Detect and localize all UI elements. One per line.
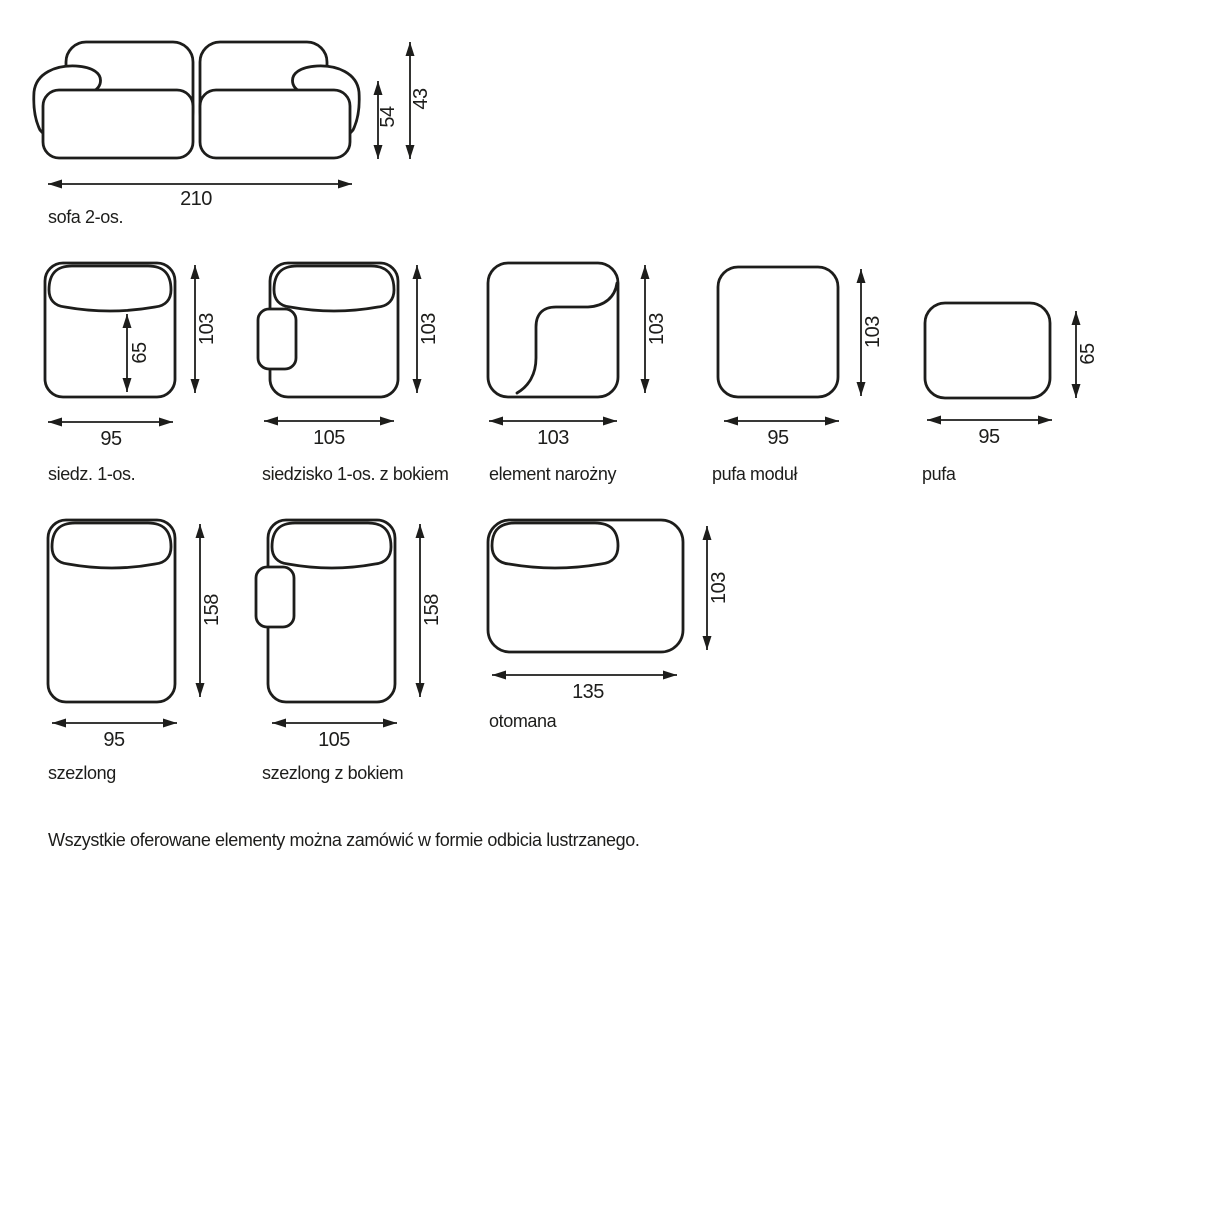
dim-width: 95 xyxy=(103,729,125,751)
dim-sofa-width: 210 xyxy=(180,188,212,210)
module-backrest xyxy=(272,523,391,568)
mirror-availability-note: Wszystkie oferowane elementy można zamówić w formie odbicia lustrzanego. xyxy=(48,830,640,850)
dim-sofa-back-height: 43 xyxy=(410,88,432,110)
dim-width: 95 xyxy=(767,427,789,449)
dim-depth: 158 xyxy=(201,594,223,626)
module-szezlong xyxy=(48,520,223,783)
sofa-seat-cushion-right xyxy=(200,90,350,158)
module-body xyxy=(925,303,1050,398)
module-pufa-modul xyxy=(712,267,884,484)
module-backrest xyxy=(492,523,618,568)
sofa-seat-cushion-left xyxy=(43,90,193,158)
module-label-sofa-2os: sofa 2-os. xyxy=(48,207,124,227)
module-label-szezlong-z-bokiem: szezlong z bokiem xyxy=(262,763,404,783)
dim-depth: 103 xyxy=(862,316,884,348)
dim-width: 95 xyxy=(100,428,122,450)
module-siedz-1os xyxy=(45,263,218,484)
module-armrest xyxy=(256,567,294,627)
module-sofa-2os xyxy=(34,42,432,227)
module-backrest xyxy=(274,266,394,311)
dim-sofa-seat-height: 54 xyxy=(377,106,399,128)
dim-depth: 103 xyxy=(646,313,668,345)
module-body xyxy=(718,267,838,397)
module-label-pufa: pufa xyxy=(922,464,956,484)
dim-seat-depth: 65 xyxy=(129,342,151,364)
dim-depth: 65 xyxy=(1077,343,1099,365)
dim-width: 105 xyxy=(318,729,350,751)
dim-width: 95 xyxy=(978,426,1000,448)
module-label-siedzisko-z-bokiem: siedzisko 1-os. z bokiem xyxy=(262,464,449,484)
module-label-siedz-1os: siedz. 1-os. xyxy=(48,464,136,484)
module-szezlong-z-bokiem xyxy=(256,520,443,783)
module-backrest xyxy=(52,523,171,568)
module-backrest xyxy=(49,266,171,311)
dim-depth: 103 xyxy=(418,313,440,345)
dim-width: 105 xyxy=(313,427,345,449)
dim-depth: 103 xyxy=(196,313,218,345)
module-armrest xyxy=(258,309,296,369)
module-label-pufa-modul: pufa moduł xyxy=(712,464,798,484)
module-siedzisko-z-bokiem xyxy=(258,263,448,484)
dim-width: 103 xyxy=(537,427,569,449)
dim-depth: 158 xyxy=(421,594,443,626)
module-element-narozny xyxy=(488,263,668,484)
module-label-element-narozny: element narożny xyxy=(489,464,617,484)
module-pufa xyxy=(922,303,1099,484)
module-otomana xyxy=(488,520,730,731)
module-label-otomana: otomana xyxy=(489,711,557,731)
module-label-szezlong: szezlong xyxy=(48,763,116,783)
dim-width: 135 xyxy=(572,681,604,703)
dim-depth: 103 xyxy=(708,572,730,604)
module-body xyxy=(488,263,618,397)
